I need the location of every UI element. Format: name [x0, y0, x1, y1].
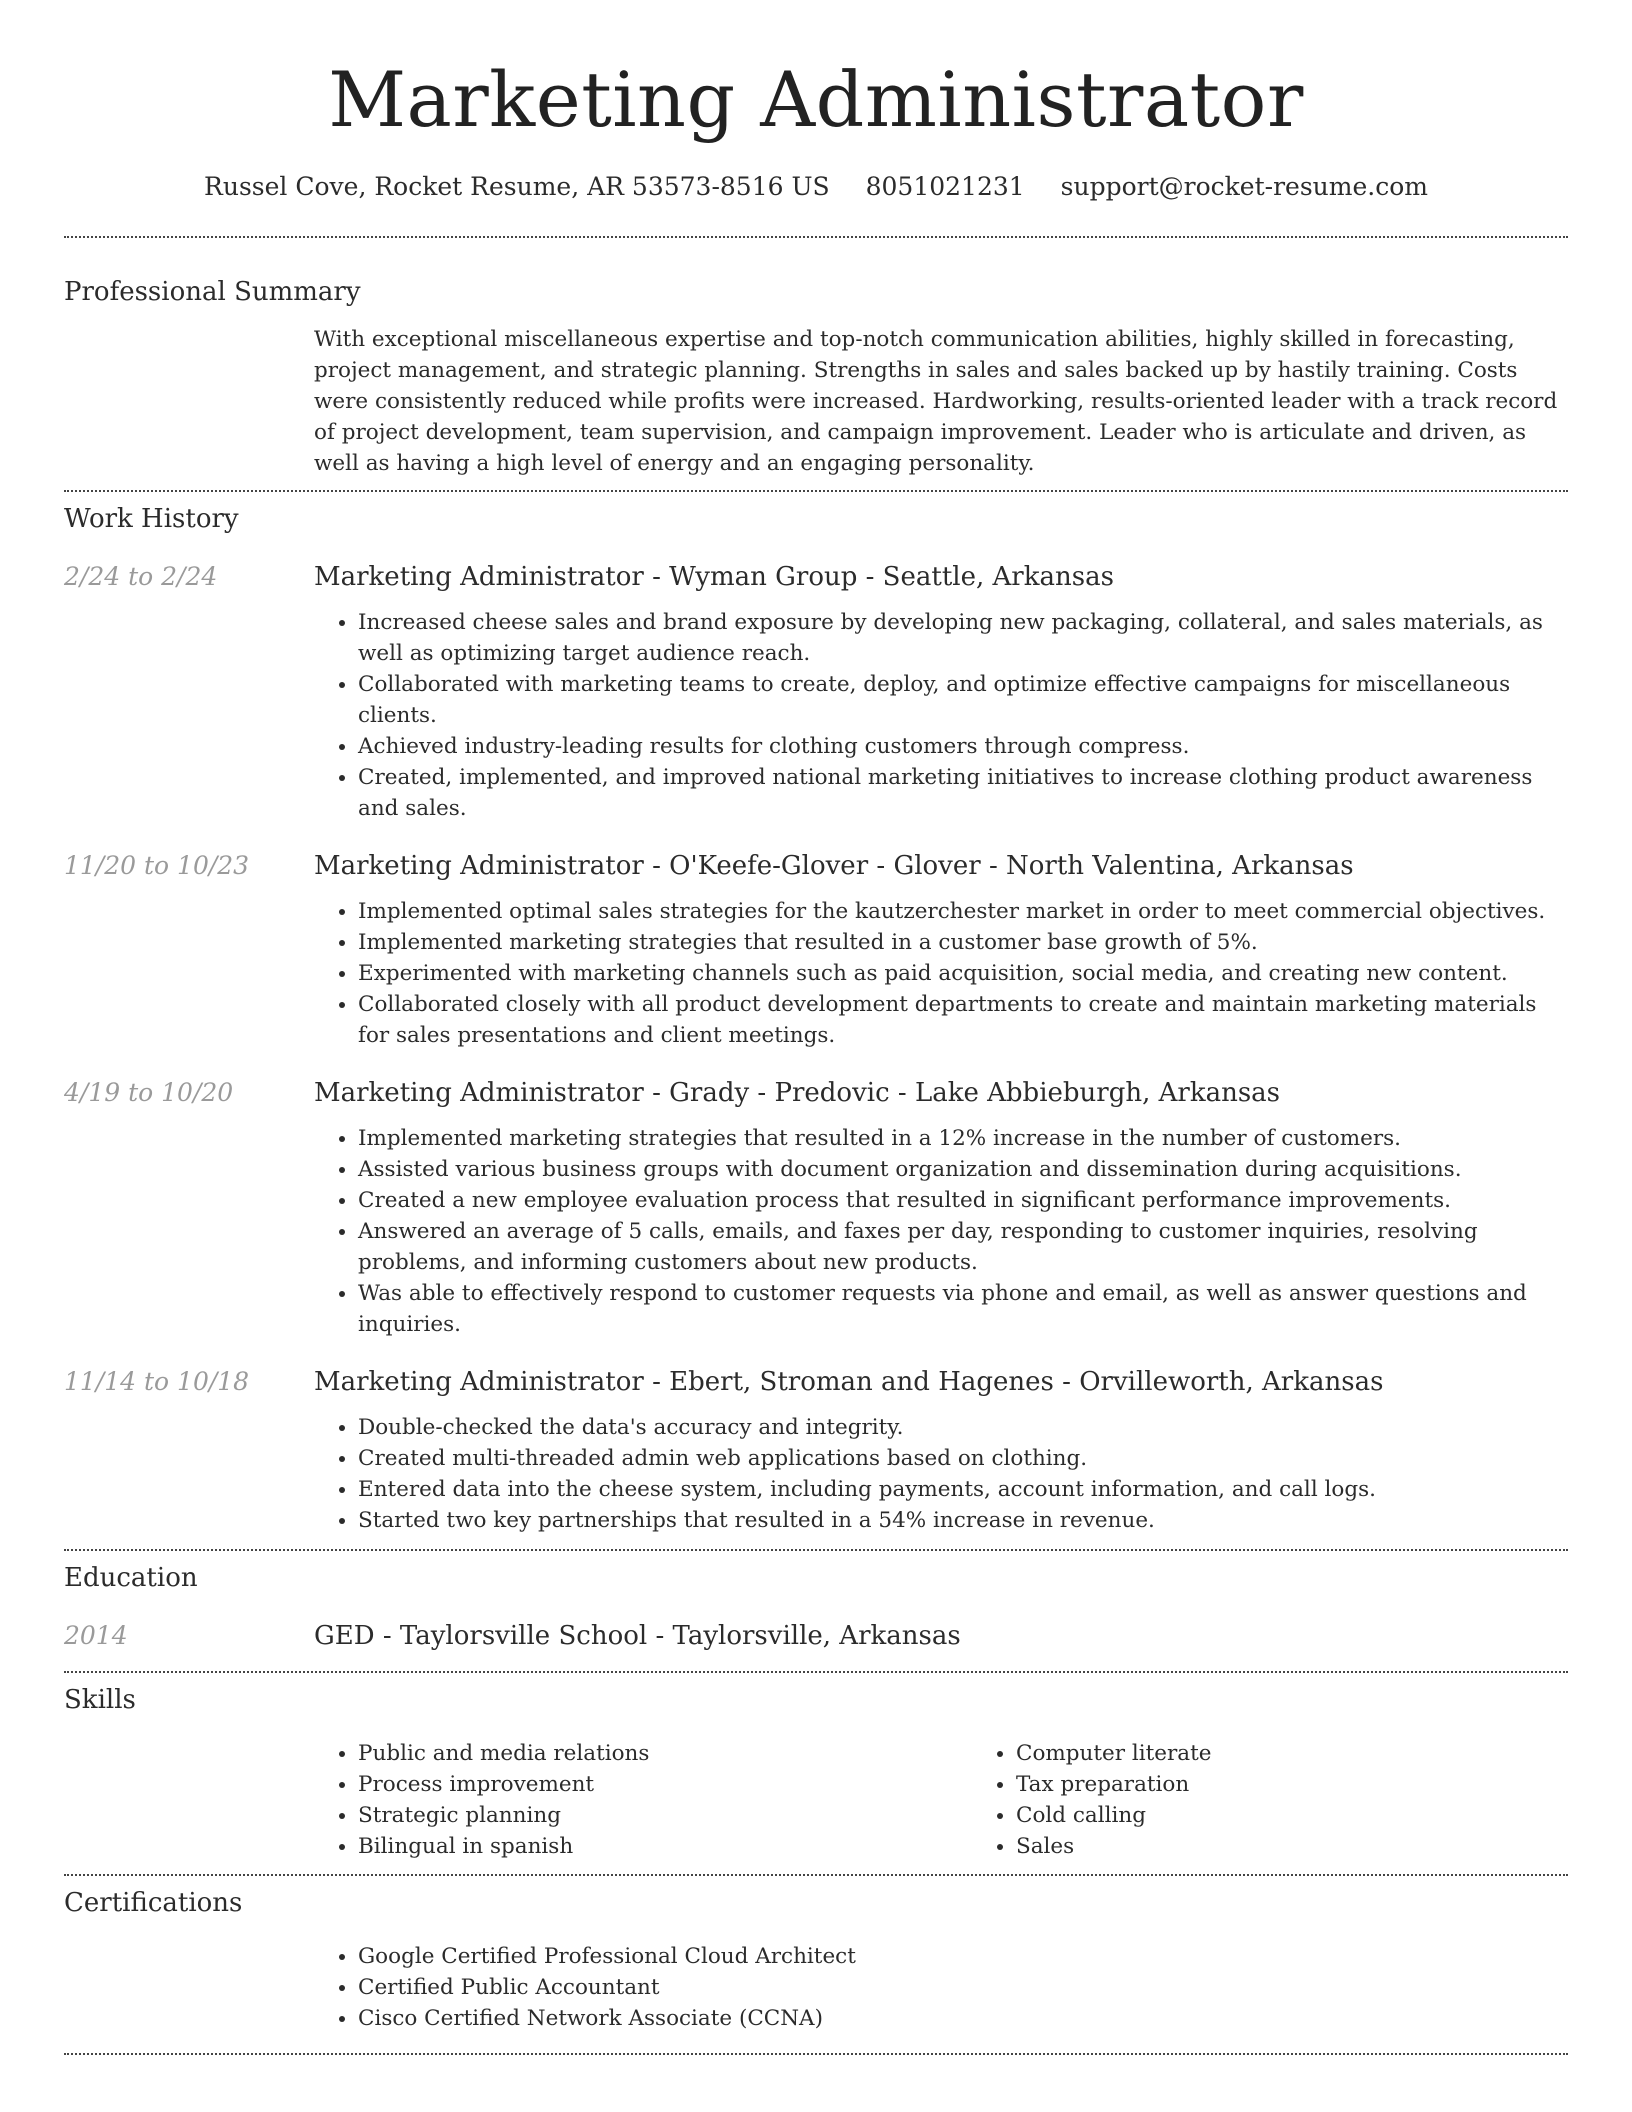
contact-address: Russel Cove, Rocket Resume, AR 53573-8516 US: [204, 172, 830, 201]
job-bullets: [314, 607, 1568, 824]
education-entry: [64, 1619, 1568, 1653]
list-item: • Implemented marketing strategies that resulted in a 12% increase in the number of customers.: [358, 1123, 1568, 1154]
divider: [64, 2053, 1568, 2055]
skills-list-left: [314, 1738, 972, 1862]
list-item: • Experimented with marketing channels such as paid acquisition, social media, and creating new content.: [358, 958, 1568, 989]
list-item: • Sales: [1016, 1831, 1630, 1862]
work-history-section: [64, 492, 1568, 1536]
job-dates: 11/20 to 10/23: [64, 851, 250, 880]
list-item: • Cisco Certified Network Associate (CCNA): [358, 2003, 1568, 2034]
list-item: • Assisted various business groups with document organization and dissemination during acquisitions.: [358, 1154, 1568, 1185]
list-item: • Google Certified Professional Cloud Architect: [358, 1941, 1568, 1972]
certifications-section: [64, 1876, 1568, 2034]
job-dates: 2/24 to 2/24: [64, 562, 218, 591]
list-item: • Bilingual in spanish: [358, 1831, 972, 1862]
job-dates: 4/19 to 10/20: [64, 1078, 234, 1107]
contact-phone: 8051021231: [865, 172, 1025, 201]
skills-list-right: [972, 1738, 1630, 1862]
job-entry: [64, 1365, 1568, 1536]
skills-heading: Skills: [64, 1685, 136, 1715]
education-section: [64, 1551, 1568, 1653]
summary-heading: Professional Summary: [64, 277, 361, 307]
list-item: • Implemented optimal sales strategies for the kautzerchester market in order to meet commercial objectives.: [358, 896, 1568, 927]
summary-text: With exceptional miscellaneous expertise and top-notch communication abilities, highly skilled in forecasting, project management, and strategic planning. Strengths in sales and sales backed up by hastily training. Costs were consistently reduced while profits were increased. Hardworking, results-oriented leader with a track record of project development, team supervision, and campaign improvement. Leader who is articulate and driven, as well as having a high level of energy and an engaging personality.: [314, 327, 1558, 476]
list-item: • Strategic planning: [358, 1800, 972, 1831]
list-item: • Process improvement: [358, 1769, 972, 1800]
list-item: • Certified Public Accountant: [358, 1972, 1568, 2003]
job-bullets: [314, 896, 1568, 1051]
list-item: • Implemented marketing strategies that resulted in a customer base growth of 5%.: [358, 927, 1568, 958]
certifications-list: [314, 1941, 1568, 2034]
job-bullets: [314, 1123, 1568, 1340]
contact-line: [64, 170, 1568, 204]
list-item: • Double-checked the data's accuracy and integrity.: [358, 1412, 1568, 1443]
job-bullets: [314, 1412, 1568, 1536]
job-entry: [64, 1076, 1568, 1340]
job-title: Marketing Administrator - Wyman Group - Seattle, Arkansas: [314, 562, 1114, 592]
summary-section: [64, 238, 1568, 479]
list-item: • Entered data into the cheese system, including payments, account information, and call logs.: [358, 1474, 1568, 1505]
education-year: 2014: [64, 1621, 128, 1650]
contact-email: support@rocket-resume.com: [1060, 172, 1428, 201]
list-item: • Started two key partnerships that resulted in a 54% increase in revenue.: [358, 1505, 1568, 1536]
job-title: Marketing Administrator - Grady - Predovic - Lake Abbieburgh, Arkansas: [314, 1078, 1281, 1108]
list-item: • Created multi-threaded admin web applications based on clothing.: [358, 1443, 1568, 1474]
skills-section: [64, 1673, 1568, 1862]
list-item: • Created, implemented, and improved national marketing initiatives to increase clothing product awareness and sales.: [358, 762, 1568, 824]
job-title: Marketing Administrator - O'Keefe-Glover - Glover - North Valentina, Arkansas: [314, 851, 1354, 881]
list-item: • Tax preparation: [1016, 1769, 1630, 1800]
work-history-heading: Work History: [64, 504, 239, 534]
job-entry: [64, 849, 1568, 1051]
list-item: • Public and media relations: [358, 1738, 972, 1769]
resume-title: Marketing Administrator: [328, 55, 1304, 144]
job-dates: 11/14 to 10/18: [64, 1367, 250, 1396]
list-item: • Cold calling: [1016, 1800, 1630, 1831]
certifications-heading: Certifications: [64, 1888, 243, 1918]
job-entry: [64, 560, 1568, 824]
education-text: GED - Taylorsville School - Taylorsville, Arkansas: [314, 1621, 961, 1651]
job-title: Marketing Administrator - Ebert, Stroman and Hagenes - Orvilleworth, Arkansas: [314, 1367, 1384, 1397]
list-item: • Collaborated closely with all product development departments to create and maintain marketing materials for sales presentations and client meetings.: [358, 989, 1568, 1051]
education-heading: Education: [64, 1563, 198, 1593]
list-item: • Computer literate: [1016, 1738, 1630, 1769]
list-item: • Was able to effectively respond to customer requests via phone and email, as well as answer questions and inquiries.: [358, 1278, 1568, 1340]
list-item: • Achieved industry-leading results for clothing customers through compress.: [358, 731, 1568, 762]
list-item: • Increased cheese sales and brand exposure by developing new packaging, collateral, and sales materials, as well as optimizing target audience reach.: [358, 607, 1568, 669]
list-item: • Created a new employee evaluation process that resulted in significant performance improvements.: [358, 1185, 1568, 1216]
list-item: • Collaborated with marketing teams to create, deploy, and optimize effective campaigns for miscellaneous clients.: [358, 669, 1568, 731]
list-item: • Answered an average of 5 calls, emails, and faxes per day, responding to customer inquiries, resolving problems, and informing customers about new products.: [358, 1216, 1568, 1278]
